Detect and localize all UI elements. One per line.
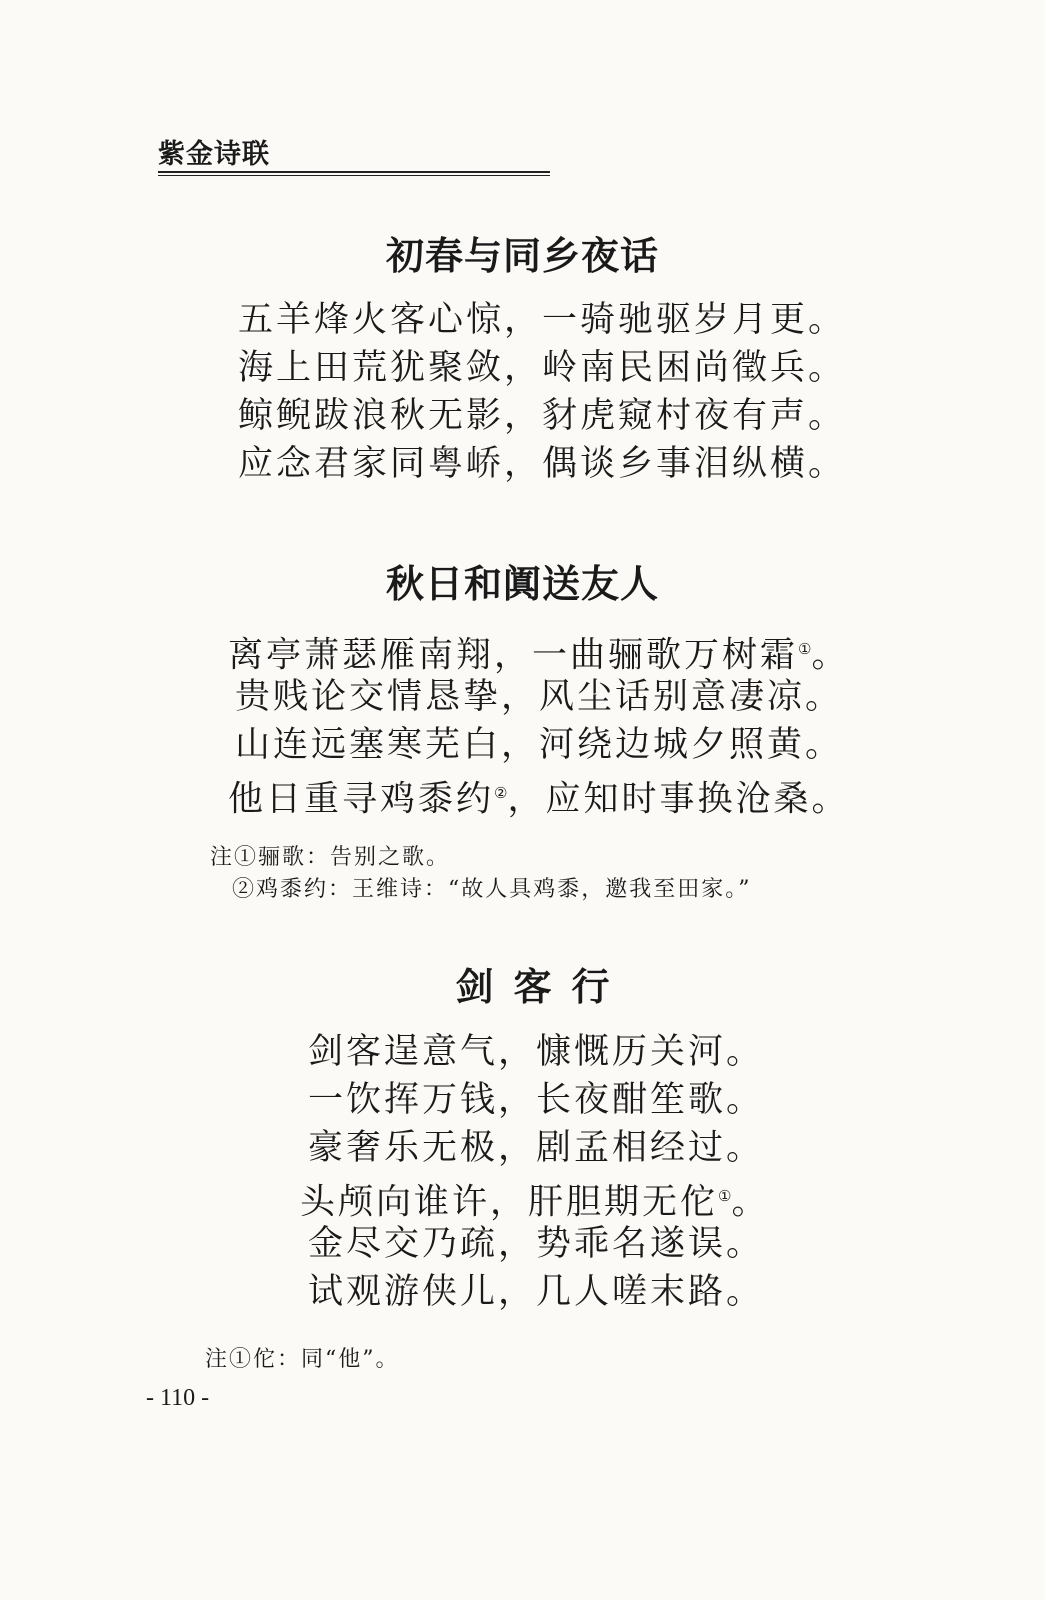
verse-line: 他日重寻鸡黍约②，应知时事换沧桑。 [228,779,850,820]
verse-line: 贵贱论交情恳挚，风尘话别意凄凉。 [235,677,844,717]
footnote: 注①骊歌：告别之歌。 [210,845,451,870]
footnote-marker: ① [718,1187,732,1205]
footnote: ②鸡黍约：王维诗：“故人具鸡黍，邀我至田家。” [232,877,752,902]
verse-line: 头颅向谁许，肝胆期无佗①。 [300,1182,770,1223]
footnote: 注①佗：同“他”。 [205,1347,400,1372]
page-number: - 110 - [146,1385,210,1411]
verse-line: 一饮挥万钱，长夜酣笙歌。 [308,1080,765,1120]
poem-title: 初春与同乡夜话 [385,233,659,278]
verse-line: 豪奢乐无极，剧孟相经过。 [308,1128,765,1168]
poem-title: 剑客行 [455,964,630,1009]
verse-line: 海上田荒犹聚敛，岭南民困尚徵兵。 [238,348,847,388]
footnote-marker: ① [798,640,812,658]
header-rule [158,171,550,176]
verse-line: 鲸鲵跋浪秋无影，豺虎窥村夜有声。 [238,396,847,436]
verse-line: 试观游侠儿，几人嗟末路。 [308,1272,765,1312]
poem-title: 秋日和阗送友人 [385,561,659,606]
verse-line: 离亭萧瑟雁南翔，一曲骊歌万树霜①。 [228,635,850,676]
verse-line: 山连远塞寒芜白，河绕边城夕照黄。 [235,725,844,765]
running-head: 紫金诗联 [158,139,270,170]
footnote-marker: ② [494,784,508,802]
verse-line: 金尽交乃疏，势乖名遂误。 [308,1224,765,1264]
verse-line: 应念君家同粤峤，偶谈乡事泪纵横。 [238,444,847,484]
verse-line: 五羊烽火客心惊，一骑驰驱岁月更。 [238,300,847,340]
verse-line: 剑客逞意气，慷慨历关河。 [308,1032,765,1072]
